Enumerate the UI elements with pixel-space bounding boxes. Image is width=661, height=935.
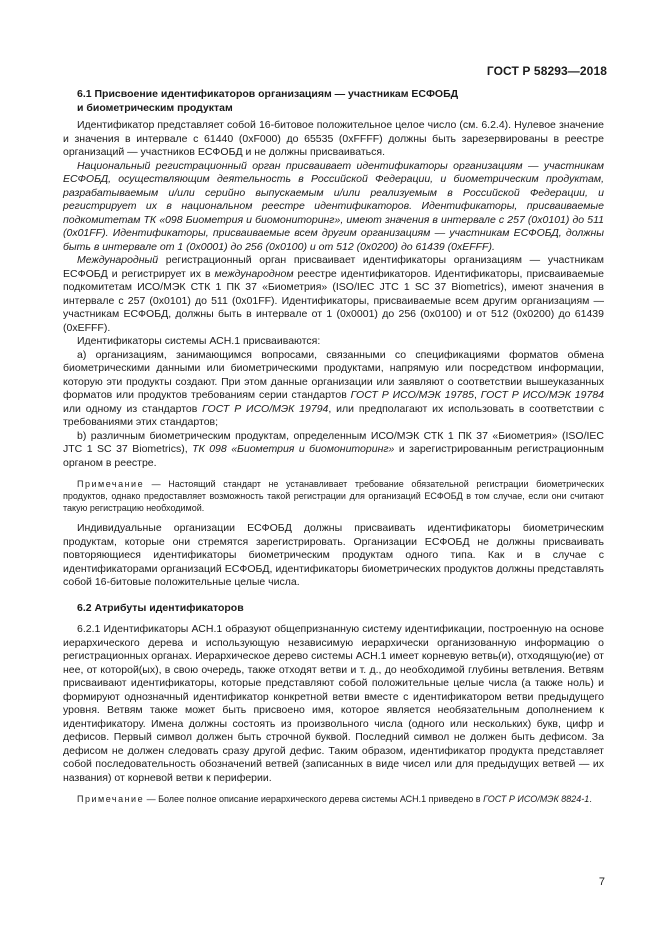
note-text: — Более полное описание иерархического дерева системы АСН.1 приведено в [144, 794, 484, 804]
standard-ref: ГОСТ Р ИСО/МЭК 8824-1 [483, 794, 590, 804]
paragraph-national-authority: Национальный регистрационный орган присваивает идентификаторы организациям — участникам ЕСФОБД, осуществляющим деятельность в Российской Федерации, и биометрическим продуктам, разрабатываемым и/или серийно выпускаемым и/или реализуемым в Российской Федерации, и регистрирует их в национальном реестре идентификаторов. Идентификаторы, присваиваемые подкомитетам ТК «098 Биометрия и биомониторинг», имеют значения в интервале с 257 (0x0101) до 511 (0x01FF). Идентификаторы, присваиваемые всем другим организациям — участникам ЕСФОБД, должны быть в интервале от 1 (0x0001) до 256 (0x0100) и от 512 (0x0200) до 61439 (0xEFFF). [63, 159, 604, 253]
paragraph-text: и зарегистрированным регистрационным органом в реестре. [63, 443, 604, 469]
paragraph-individual-orgs: Индивидуальные организации ЕСФОБД должны присваивать идентификаторы биометрическим продуктам, которые они стремятся зарегистрировать. Организации ЕСФОБД не должны присваивать повторяющиеся идентификаторы биометрическим продуктам одного типа. Как и в случае с идентификаторами организаций ЕСФОБД, идентификаторы биометрических продуктов должны представлять собой 16-битовые положительные целые числа. [63, 522, 604, 588]
section-6-1-heading-line2: и биометрическим продуктам [77, 101, 233, 114]
standard-ref: ГОСТ Р ИСО/МЭК 19785 [350, 389, 474, 401]
paragraph-text: b) различным биометрическим продуктам, определенным ИСО/МЭК СТК 1 ПК 37 «Биометрия» (ISO/IEC JTC 1 SC 37 Biometrics), [63, 429, 604, 455]
emphasis-international-2: международном [214, 267, 294, 280]
paragraph-text: , или предполагают их использовать в соответствии с требованиями этих стандартов; [63, 402, 604, 428]
standard-ref: ГОСТ Р ИСО/МЭК 19794 [202, 402, 329, 415]
paragraph-text: , [473, 389, 481, 401]
page-content [63, 88, 604, 813]
section-6-2-heading: 6.2 Атрибуты идентификаторов [77, 601, 244, 614]
paragraph-text: регистрационный орган присваивает идентификаторы организациям — участникам ЕСФОБД и регистрирует их в [63, 254, 604, 280]
standard-ref: ГОСТ Р ИСО/МЭК 19784 [480, 389, 604, 401]
paragraph-international-authority [63, 254, 604, 335]
section-6-1-heading [77, 88, 604, 115]
note-asn1-tree [63, 793, 604, 805]
list-item-a [63, 349, 604, 430]
paragraph-text: а) организациям, занимающимся вопросами, связанными со спецификациями форматов обмена биометрическими данными или биометрическими продуктами, напрямую или посредством информации, которую эти продукты создают. При этом данные организации или заявляют о соответствии вышеуказанных форматов или продуктов требованиям серии стандартов [63, 348, 604, 401]
note-registration [63, 478, 604, 514]
paragraph-identifier-definition: Идентификатор представляет собой 16-битовое положительное целое число (см. 6.2.4). Нулевое значение и значения в интервале с 61440 (0xF000) до 65535 (0xFFFF) должны быть зарезервированы в реестре организаций — участников ЕСФОБД и не должны присваиваться. [63, 119, 604, 158]
standard-number: ГОСТ Р 58293—2018 [486, 64, 607, 78]
paragraph-asn1-assign: Идентификаторы системы АСН.1 присваиваются: [77, 335, 321, 347]
standard-ref: ТК 098 «Биометрия и биомониторинг» [192, 443, 395, 455]
note-text: — Настоящий стандарт не устанавливает требование обязательной регистрации биометрических продуктов, однако предоставляет возможность такой регистрации для организаций ЕСФОБД в том случае, если они считают такую регистрацию необходимой. [63, 479, 604, 513]
note-label: Примечание [77, 479, 145, 489]
emphasis-international: Международный [77, 254, 159, 266]
paragraph-6-2-1: 6.2.1 Идентификаторы АСН.1 образуют общепризнанную систему идентификации, построенную на основе иерархического дерева и использующую независимую иерархически организованную информацию о регистрационных органах. Иерархическое дерево системы АСН.1 имеет корневую ветвь(и), отходящую(ие) от нее, от которой(ых), в свою очередь, также отходят ветви и т. д., до необходимой глубины ветвления. Ветвям присваивают идентификаторы, которые представляют собой положительные целые числа (а также ноль) и формируют однозначный идентификатор конкретной ветви вместе с идентификатором ветви предыдущего уровня. Ветвям также может быть присвоено имя, которое является необязательным дополнением к идентификатору. Имена должны состоять из произвольного числа (одного или нескольких) букв, цифр и дефисов. Первый символ должен быть строчной буквой. Последний символ не должен быть дефисом. За дефисом не должен следовать сразу другой дефис. Таким образом, идентификатор продукта представляет собой последовательность обозначений ветвей (записанных в виде чисел или для предыдущих ветвей — их названия) от корневой ветви к периферии. [63, 623, 604, 784]
page-number: 7 [598, 876, 605, 888]
section-6-1-heading-line1: 6.1 Присвоение идентификаторов организациям — участникам ЕСФОБД [77, 88, 459, 100]
list-item-b [63, 430, 604, 471]
note-label: Примечание [77, 794, 145, 804]
paragraph-text: реестре идентификаторов. Идентификаторы, присваиваемые подкомитетам ИСО/МЭК СТК 1 ПК 37 «Биометрия» (ISO/IEC JTC 1 SC 37 Biometrics), имеют значения в интервале с 257 (0x0101) до 511 (0x01FF). Идентификаторы, присваиваемые всем другим организациям — участникам ЕСФОБД, должны быть в интервале от 1 (0x0001) до 256 (0x0100) и от 512 (0x0200) до 61439 (0xEFFF). [63, 267, 604, 334]
note-text: . [589, 794, 592, 804]
paragraph-text: или одному из стандартов [63, 402, 203, 415]
